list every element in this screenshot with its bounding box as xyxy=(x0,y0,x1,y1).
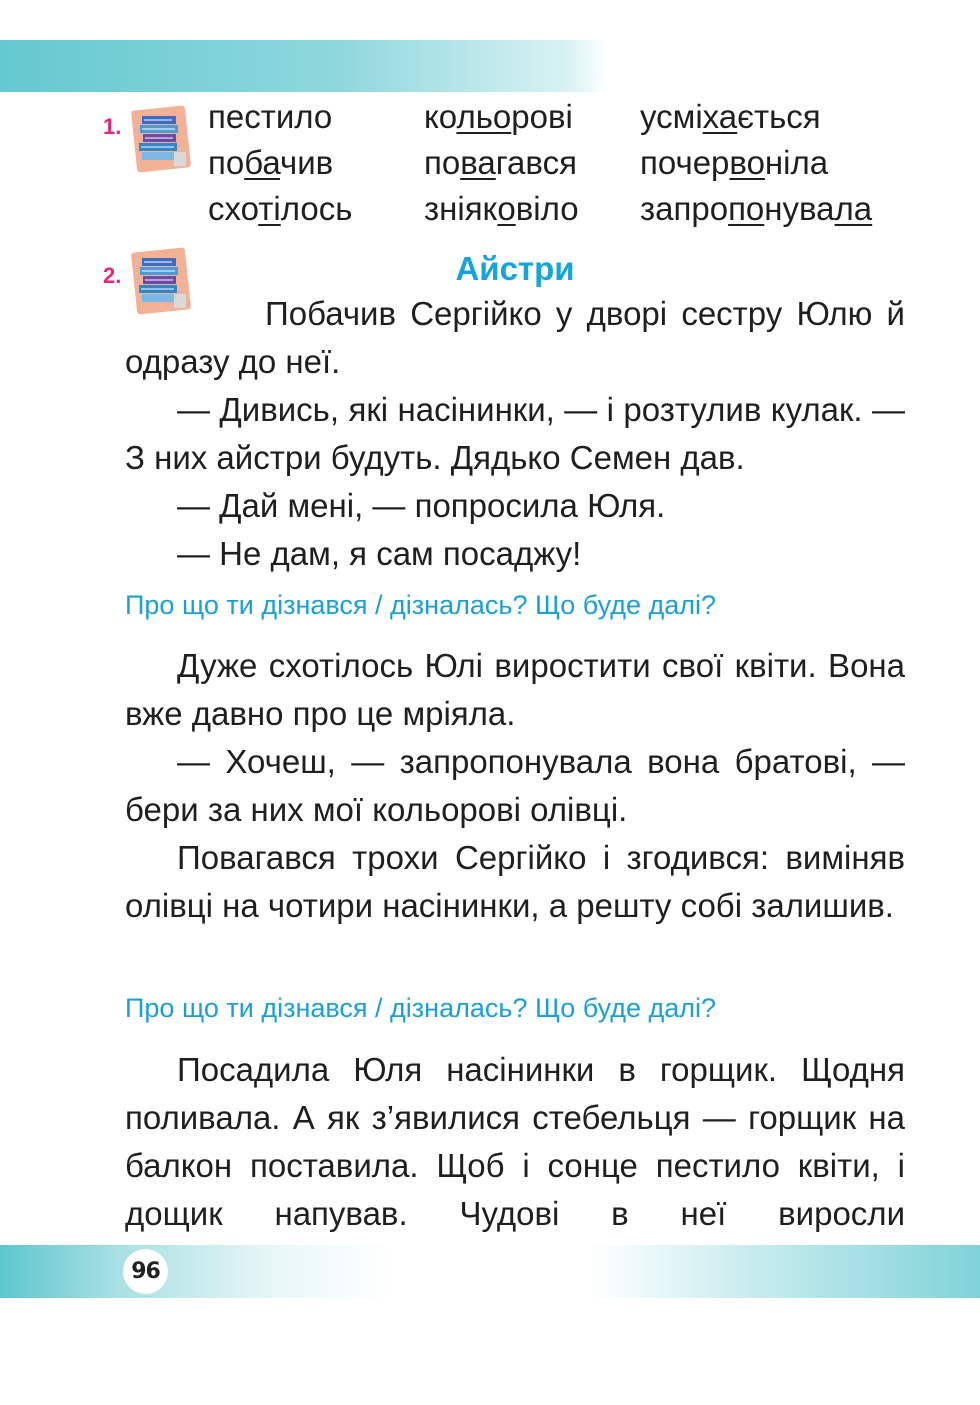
exercise-1-number: 1. xyxy=(103,114,122,139)
paragraph: Дуже схотілось Юлі виростити свої квіти. Вона вже давно про це мріяла. xyxy=(125,647,905,732)
word: зніяковіло xyxy=(424,190,579,227)
book-stack-icon xyxy=(130,104,192,174)
word: запропонувала xyxy=(640,190,873,227)
story-part-2 xyxy=(125,642,905,930)
paragraph: Повагався трохи Сергійко і згодився: виміняв олівці на чотири насінинки, а решту собі залишив. xyxy=(125,839,905,924)
word: повагався xyxy=(424,144,577,181)
word: побачив xyxy=(208,144,334,181)
story-title: Айстри xyxy=(455,250,575,287)
page-number: 96 xyxy=(123,1249,168,1294)
word-row xyxy=(208,186,910,232)
paragraph: — Дивись, які насінинки, — і розтулив кулак. — З них айстри будуть. Дядько Семен дав. xyxy=(125,391,905,476)
question-prompt: Про що ти дізнався / дізналась? Що буде далі? xyxy=(125,993,717,1023)
word-row xyxy=(208,94,910,140)
paragraph: Посадила Юля насінинки в горщик. Щодня поливала. А як з’явилися стебельця — горщик на балкон поставила. Щоб і сонце пестило квіти, і дощик напував. Чудові в неї виросли xyxy=(125,1051,905,1232)
paragraph: — Дай мені, — попросила Юля. xyxy=(177,487,666,524)
word: пестило xyxy=(208,98,333,135)
story-part-1 xyxy=(125,290,905,578)
word-columns xyxy=(208,94,910,232)
exercise-2-number: 2. xyxy=(103,263,122,288)
question-prompt: Про що ти дізнався / дізналась? Що буде далі? xyxy=(125,590,717,620)
paragraph: — Хочеш, — запропонувала вона братові, — бери за них мої кольорові олівці. xyxy=(125,743,905,828)
paragraph: — Не дам, я сам посаджу! xyxy=(177,535,582,572)
top-header-band xyxy=(0,40,980,92)
word: почервоніла xyxy=(640,144,829,181)
word: схотілось xyxy=(208,190,353,227)
word: усміхається xyxy=(640,98,821,135)
story-part-3 xyxy=(125,1046,905,1238)
word: кольорові xyxy=(424,98,573,135)
paragraph: Побачив Сергійко у дворі сестру Юлю й одразу до неї. xyxy=(125,295,905,380)
word-row xyxy=(208,140,910,186)
